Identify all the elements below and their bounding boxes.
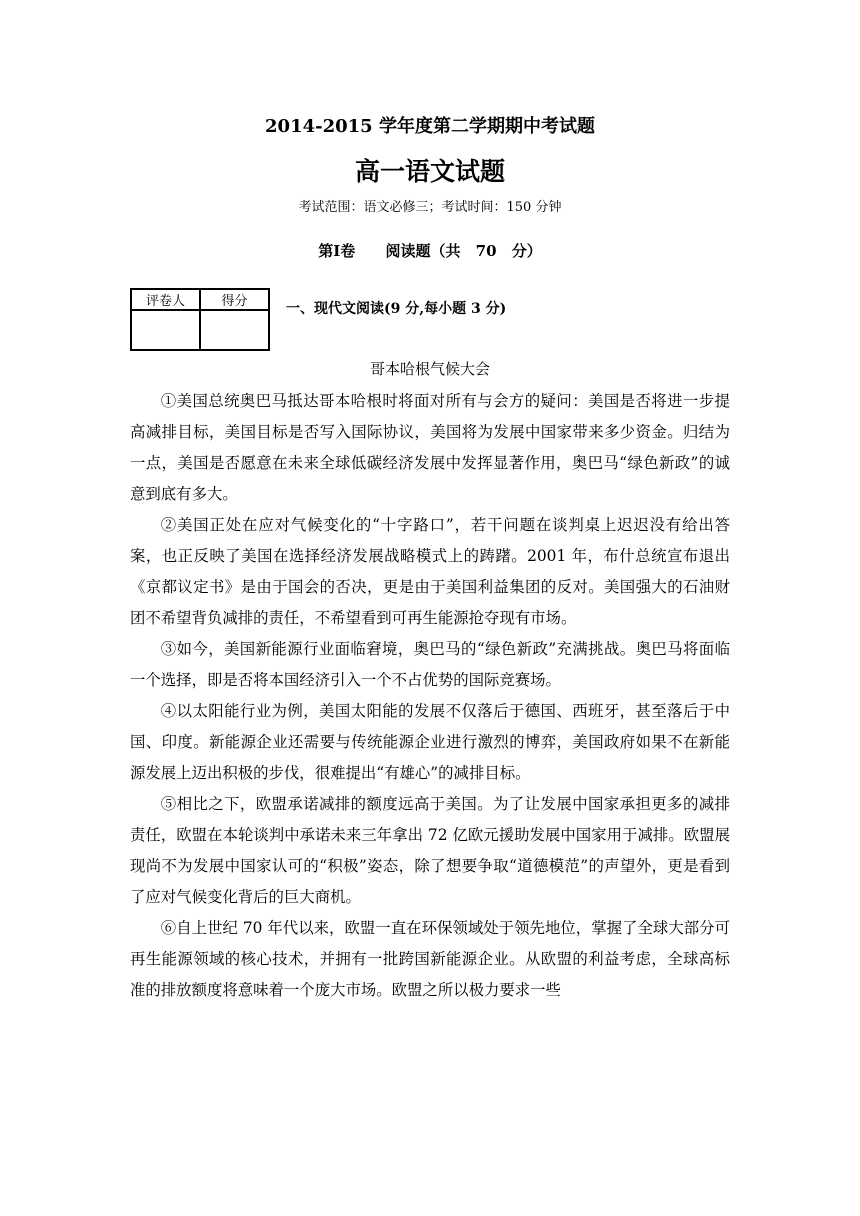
grader-field[interactable] — [131, 310, 200, 350]
paragraph: ⑤相比之下，欧盟承诺减排的额度远高于美国。为了让发展中国家承担更多的减排责任，欧盟在本轮谈判中承诺未来三年拿出 72 亿欧元援助发展中国家用于减排。欧盟展现尚不为发展中国家认可的“积极”姿态，除了想要争取“道德模范”的声望外，更是看到了应对气候变化背后的巨大商机。 — [130, 795, 730, 906]
paragraph: ③如今，美国新能源行业面临窘境，奥巴马的“绿色新政”充满挑战。奥巴马将面临一个选择，即是否将本国经济引入一个不占优势的国际竞赛场。 — [130, 640, 730, 689]
section-title: 第Ⅰ卷 阅读题（共 70 分） — [318, 242, 542, 260]
exam-title: 2014-2015 学年度第二学期期中考试题 — [265, 116, 595, 137]
grader-label: 评卷人 — [131, 289, 200, 310]
score-box — [130, 288, 270, 351]
exam-info: 考试范围：语文必修三；考试时间：150 分钟 — [298, 200, 562, 215]
article-body — [130, 386, 730, 1006]
paragraph: ②美国正处在应对气候变化的“十字路口”，若干问题在谈判桌上迟迟没有给出答案，也正反映了美国在选择经济发展战略模式上的踌躇。2001 年，布什总统宣布退出《京都议定书》是由于国会的否决，更是由于美国利益集团的反对。美国强大的石油财团不希望背负减排的责任，不希望看到可再生能源抢夺现有市场。 — [130, 516, 730, 627]
article-title: 哥本哈根气候大会 — [369, 360, 490, 378]
part-heading: 一、现代文阅读(9 分,每小题 3 分) — [286, 301, 507, 317]
paragraph: ⑥自上世纪 70 年代以来，欧盟一直在环保领域处于领先地位，掌握了全球大部分可再生能源领域的核心技术，并拥有一批跨国新能源企业。从欧盟的利益考虑，全球高标准的排放额度将意味着一个庞大市场。欧盟之所以极力要求一些 — [130, 919, 730, 999]
score-label: 得分 — [200, 289, 269, 310]
paragraph: ④以太阳能行业为例，美国太阳能的发展不仅落后于德国、西班牙，甚至落后于中国、印度。新能源企业还需要与传统能源企业进行激烈的博弈，美国政府如果不在新能源发展上迈出积极的步伐，很难提出“有雄心”的减排目标。 — [130, 702, 730, 782]
subject-title: 高一语文试题 — [354, 157, 505, 186]
paragraph: ①美国总统奥巴马抵达哥本哈根时将面对所有与会方的疑问：美国是否将进一步提高减排目标，美国目标是否写入国际协议，美国将为发展中国家带来多少资金。归结为一点，美国是否愿意在未来全球低碳经济发展中发挥显著作用，奥巴马“绿色新政”的诚意到底有多大。 — [130, 392, 730, 503]
score-field[interactable] — [200, 310, 269, 350]
